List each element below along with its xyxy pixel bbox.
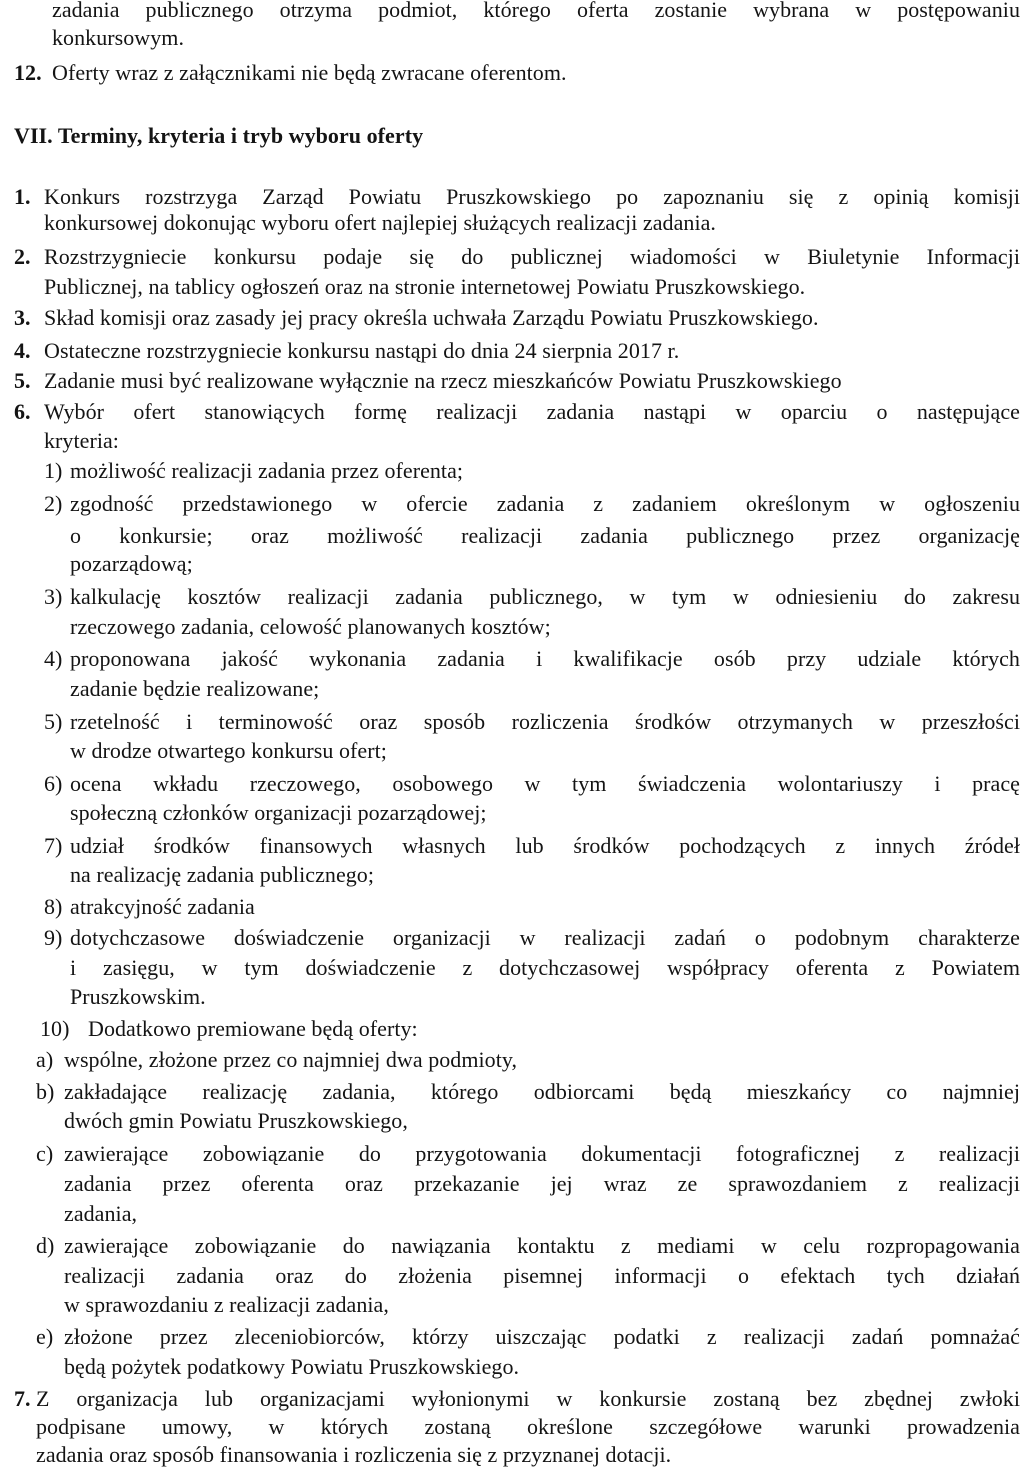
text-line: będą pożytek podatkowy Powiatu Pruszkowskiego. [64,1354,520,1379]
text-line: zadania oraz sposób finansowania i rozliczenia się z przyznanej dotacji. [36,1442,672,1467]
text-line: dwóch gmin Powiatu Pruszkowskiego, [64,1108,408,1133]
criterion-number: 7) [44,833,63,858]
text-line: Wybór ofert stanowiących formę realizacji zadania nastąpi w oparciu o następujące [44,399,1020,424]
text-line: Pruszkowskim. [70,984,206,1009]
text-line: podpisane umowy, w których zostaną określone szczegółowe warunki prowadzenia [36,1414,1020,1439]
text-line: rzeczowego zadania, celowość planowanych kosztów; [70,614,551,639]
item-number: 3. [14,305,31,330]
text-line: zawierające zobowiązanie do przygotowania dokumentacji fotograficznej z realizacji [64,1141,1020,1166]
text-line: w sprawozdaniu z realizacji zadania, [64,1292,389,1317]
section-heading: VII. Terminy, kryteria i tryb wyboru oferty [14,123,424,148]
bonus-letter: a) [36,1047,54,1072]
text-line: i zasięgu, w tym doświadczenie z dotychczasowej współpracy oferenta z Powiatem [70,955,1020,980]
text-line: zadanie będzie realizowane; [70,676,320,701]
bonus-letter: d) [36,1233,55,1258]
text-line: Rozstrzygniecie konkursu podaje się do publicznej wiadomości w Biuletynie Informacji [44,244,1020,269]
text-line: Zadanie musi być realizowane wyłącznie na rzecz mieszkańców Powiatu Pruszkowskiego [44,368,842,393]
text-line: atrakcyjność zadania [70,894,255,919]
item-number: 5. [14,368,31,393]
text-line: Dodatkowo premiowane będą oferty: [88,1016,418,1041]
text-line: udział środków finansowych własnych lub środków pochodzących z innych źródeł [70,833,1020,858]
text-line: Z organizacja lub organizacjami wyłonionymi w konkursie zostaną bez zbędnej zwłoki [36,1386,1020,1411]
text-line: zadania, [64,1201,138,1226]
text-line: Oferty wraz z załącznikami nie będą zwracane oferentom. [52,60,567,85]
item-number: 6. [14,399,31,424]
item-number: 12. [14,60,42,85]
text-line: o konkursie; oraz możliwość realizacji zadania publicznego przez organizację [70,523,1020,548]
text-line: Publicznej, na tablicy ogłoszeń oraz na stronie internetowej Powiatu Pruszkowskiego. [44,274,806,299]
criterion-number: 3) [44,584,63,609]
text-line: dotychczasowe doświadczenie organizacji w realizacji zadań o podobnym charakterze [70,925,1020,950]
text-line: w drodze otwartego konkursu ofert; [70,738,387,763]
text-line: proponowana jakość wykonania zadania i kwalifikacje osób przy udziale których [70,646,1020,671]
criterion-number: 6) [44,771,63,796]
text-line: zadania przez oferenta oraz przekazanie jej wraz ze sprawozdaniem z realizacji [64,1171,1020,1196]
item-number: 2. [14,244,31,269]
item-number: 1. [14,184,31,209]
text-line: możliwość realizacji zadania przez oferenta; [70,458,464,483]
text-line: Konkurs rozstrzyga Zarząd Powiatu Pruszkowskiego po zapoznaniu się z opinią komisji [44,184,1020,209]
text-line: zakładające realizację zadania, którego odbiorcami będą mieszkańcy co najmniej [64,1079,1020,1104]
criterion-number: 2) [44,491,63,516]
item-number: 4. [14,338,31,363]
text-line: realizacji zadania oraz do złożenia pisemnej informacji o efektach tych działań [64,1263,1020,1288]
text-line: zadania publicznego otrzyma podmiot, którego oferta zostanie wybrana w postępowaniu [52,0,1020,22]
bonus-letter: c) [36,1141,54,1166]
text-line: konkursowej dokonując wyboru ofert najlepiej służących realizacji zadania. [44,210,716,235]
text-line: zgodność przedstawionego w ofercie zadania z zadaniem określonym w ogłoszeniu [70,491,1020,516]
text-line: ocena wkładu rzeczowego, osobowego w tym świadczenia wolontariuszy i pracę [70,771,1020,796]
bonus-letter: e) [36,1324,54,1349]
criterion-number: 8) [44,894,63,919]
criterion-number: 9) [44,925,63,950]
text-line: Ostateczne rozstrzygniecie konkursu nastąpi do dnia 24 sierpnia 2017 r. [44,338,680,363]
text-line: konkursowym. [52,25,184,50]
criterion-number: 5) [44,709,63,734]
criterion-number: 1) [44,458,63,483]
text-line: Skład komisji oraz zasady jej pracy określa uchwała Zarządu Powiatu Pruszkowskiego. [44,305,819,330]
text-line: na realizację zadania publicznego; [70,862,375,887]
text-line: społeczną członków organizacji pozarządowej; [70,800,487,825]
text-line: kryteria: [44,428,119,453]
criterion-number: 10) [40,1016,70,1041]
text-line: kalkulację kosztów realizacji zadania publicznego, w tym w odniesieniu do zakresu [70,584,1020,609]
text-line: złożone przez zleceniobiorców, którzy uiszczając podatki z realizacji zadań pomnażać [64,1324,1020,1349]
bonus-letter: b) [36,1079,55,1104]
text-line: rzetelność i terminowość oraz sposób rozliczenia środków otrzymanych w przeszłości [70,709,1020,734]
criterion-number: 4) [44,646,63,671]
text-line: wspólne, złożone przez co najmniej dwa podmioty, [64,1047,518,1072]
item-number: 7. [14,1386,31,1411]
text-line: pozarządową; [70,551,193,576]
text-line: zawierające zobowiązanie do nawiązania kontaktu z mediami w celu rozpropagowania [64,1233,1020,1258]
